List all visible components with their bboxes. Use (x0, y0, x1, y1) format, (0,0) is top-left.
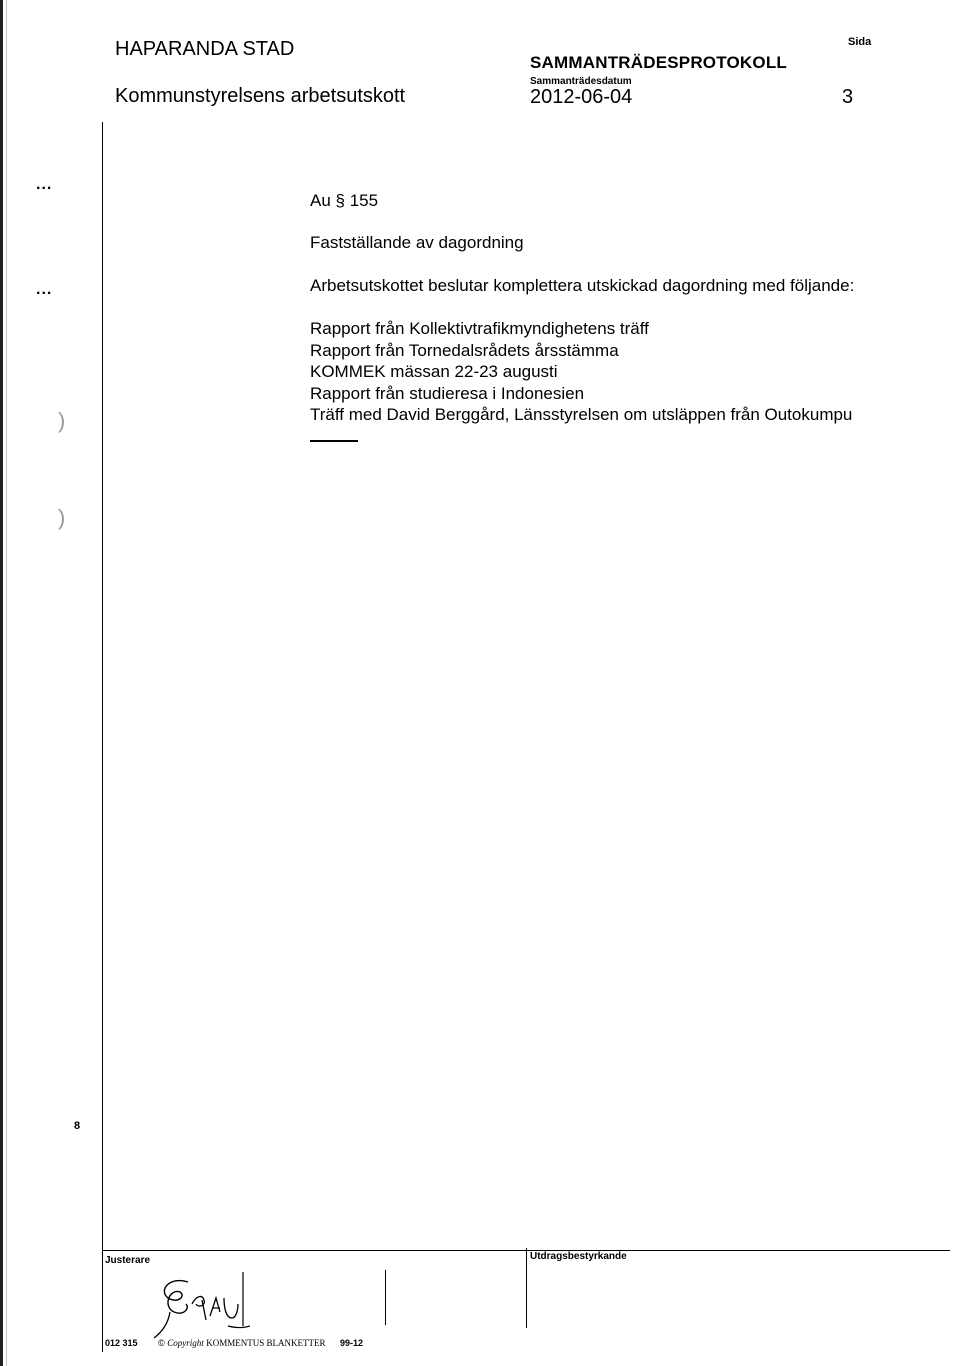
agenda-item: Rapport från Tornedalsrådets årsstämma (310, 340, 619, 360)
form-number: 012 315 (105, 1338, 138, 1348)
publisher-name: KOMMENTUS BLANKETTER (206, 1338, 326, 1348)
footer-divider (526, 1248, 527, 1328)
agenda-list (310, 318, 852, 426)
organization-name: HAPARANDA STAD (115, 38, 295, 60)
copyright-word: Copyright (167, 1338, 204, 1348)
page-label: Sida (848, 36, 872, 48)
end-of-section-rule (310, 440, 358, 442)
handwritten-signature (140, 1268, 250, 1340)
margin-number: 8 (74, 1120, 81, 1132)
utdragsbestyrkande-label: Utdragsbestyrkande (530, 1251, 627, 1262)
meeting-date-label: Sammanträdesdatum (530, 76, 632, 87)
meeting-date: 2012-06-04 (530, 86, 633, 108)
decision-text: Arbetsutskottet beslutar komplettera utskickad dagordning med följande: (310, 276, 855, 295)
paragraph-number: Au § 155 (310, 191, 379, 210)
left-margin-rule (102, 122, 103, 1352)
agenda-item: Rapport från studieresa i Indonesien (310, 383, 585, 403)
agenda-item: KOMMEK mässan 22-23 augusti (310, 362, 558, 381)
margin-bracket: ) (58, 505, 66, 530)
form-footer (105, 1338, 363, 1348)
agenda-item: Träff med David Berggård, Länsstyrelsen om utsläppen från Outokumpu (310, 405, 853, 424)
scan-edge (0, 0, 3, 1366)
agenda-item: Rapport från Kollektivtrafikmyndighetens träff (310, 319, 649, 338)
scan-edge-shadow (6, 0, 7, 1366)
margin-dots: ... (36, 176, 53, 193)
section-heading: Fastställande av dagordning (310, 233, 524, 252)
margin-bracket: ) (58, 408, 66, 433)
justerare-label: Justerare (105, 1255, 151, 1266)
page-number: 3 (842, 86, 854, 108)
form-version: 99-12 (340, 1338, 364, 1348)
signature-divider (385, 1270, 386, 1325)
margin-dots: ... (36, 281, 53, 298)
copyright-symbol: © (158, 1338, 165, 1348)
document-type: SAMMANTRÄDESPROTOKOLL (530, 53, 787, 72)
department-name: Kommunstyrelsens arbetsutskott (115, 85, 406, 107)
